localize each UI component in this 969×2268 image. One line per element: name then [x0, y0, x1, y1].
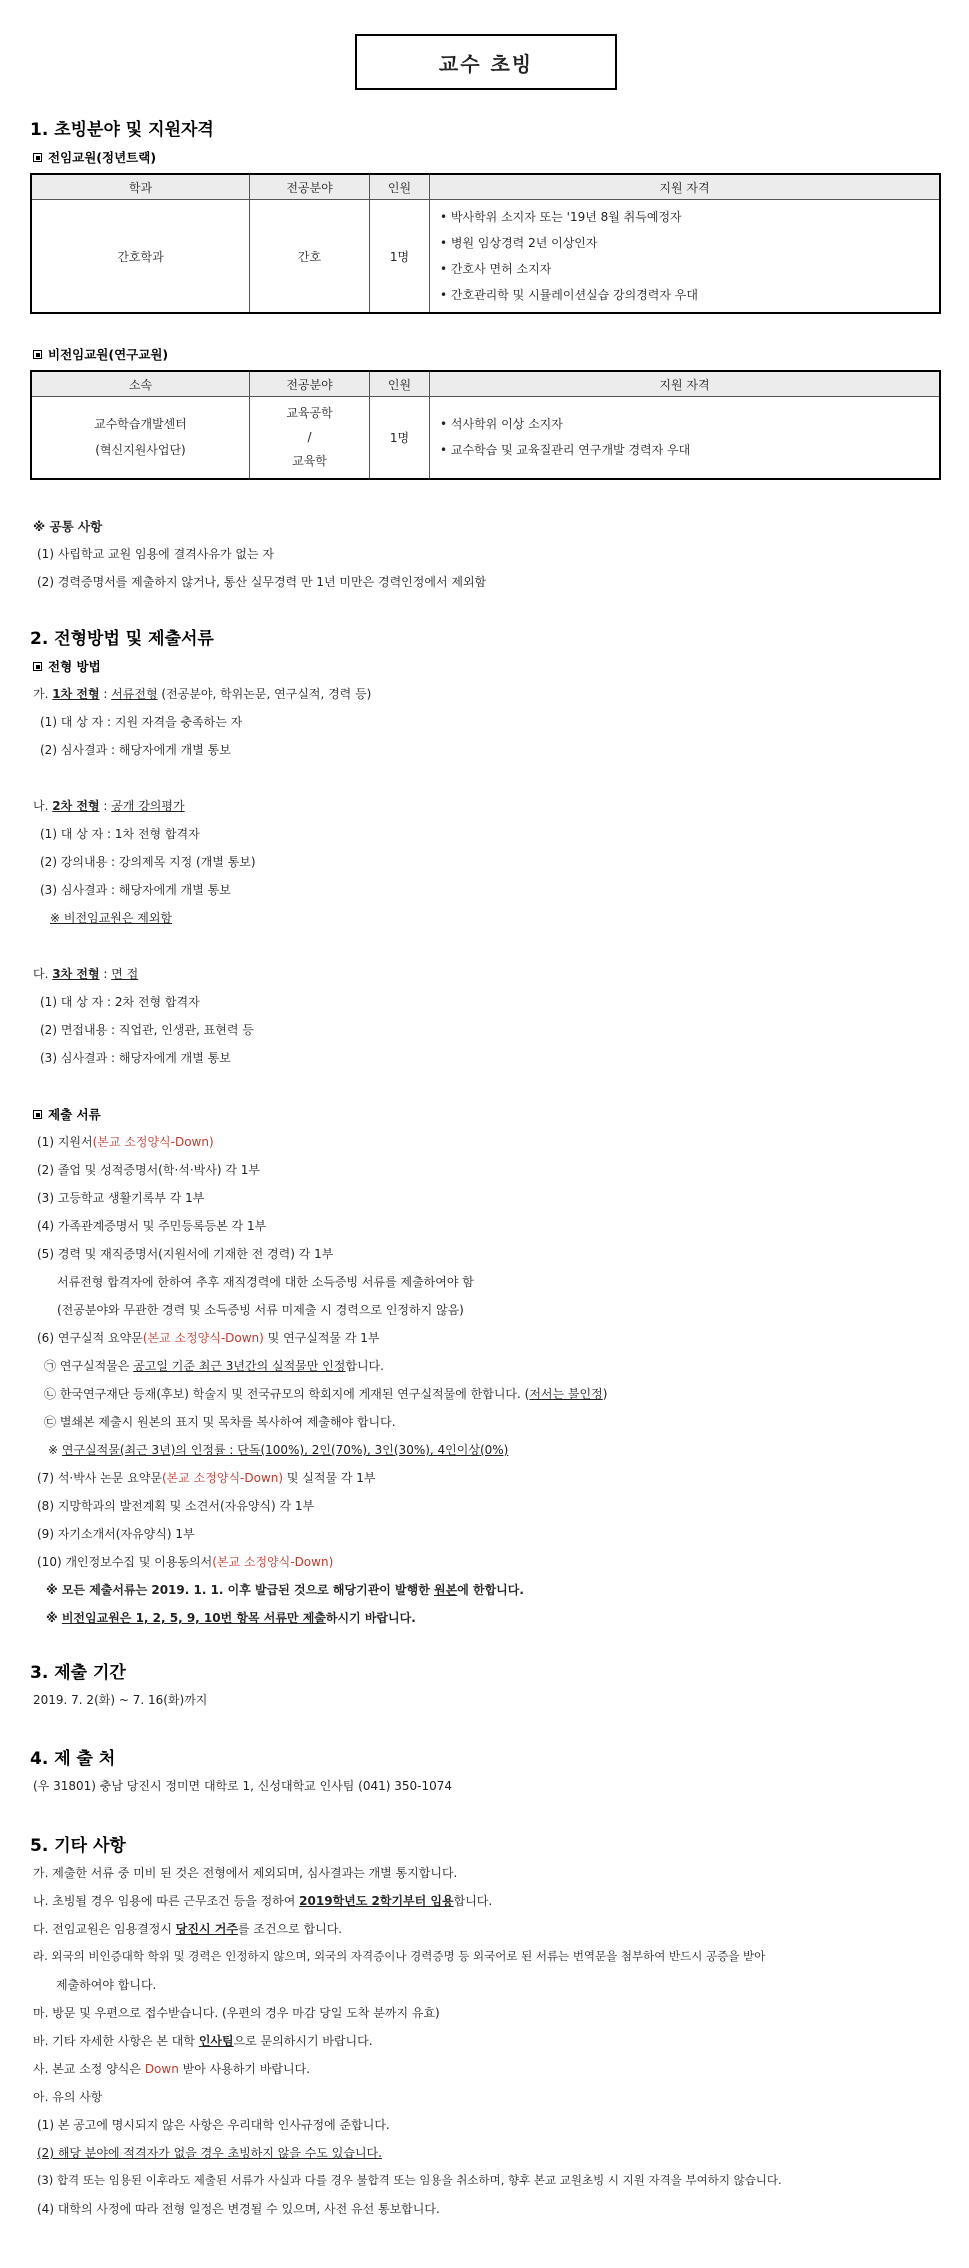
doc-item-6-note — [44, 1357, 384, 1374]
common-item: (1) 사립학교 교원 임용에 결격사유가 없는 자 — [37, 547, 274, 561]
stage-item: (1) 대 상 자 : 2차 전형 합격자 — [40, 995, 200, 1009]
doc-text: (6) 연구실적 요약문 — [37, 1331, 143, 1345]
stage-item: (2) 심사결과 : 해당자에게 개별 통보 — [40, 743, 231, 757]
method-label — [33, 657, 101, 675]
qualification-item: • 박사학위 소지자 또는 '19년 8월 취득예정자 — [440, 210, 682, 224]
field-line: 교육공학 — [286, 406, 333, 421]
doc-text: 바. 기타 자세한 사항은 본 대학 — [33, 2034, 199, 2048]
full-time-label — [33, 148, 156, 166]
section-1-heading: 1. 초빙분야 및 지원자격 — [30, 120, 214, 140]
doc-text: 를 조건으로 합니다. — [237, 1922, 343, 1936]
docs-label-text: 제출 서류 — [48, 1107, 101, 1122]
full-time-table — [30, 173, 941, 314]
doc-text: 으로 문의하시기 바랍니다. — [233, 2034, 373, 2048]
non-full-time-label-text: 비전임교원(연구교원) — [48, 347, 169, 362]
stage-item: (1) 대 상 자 : 1차 전형 합격자 — [40, 827, 200, 841]
qualification-item: • 간호관리학 및 시뮬레이션실습 강의경력자 우대 — [440, 288, 698, 302]
section-2-heading: 2. 전형방법 및 제출서류 — [30, 629, 214, 649]
doc-item-4: (4) 가족관계증명서 및 주민등록등본 각 1부 — [37, 1219, 267, 1233]
non-full-time-table — [30, 370, 941, 480]
stage-item: (2) 면접내용 : 직업관, 인생관, 표현력 등 — [40, 1023, 254, 1037]
non-full-time-label — [33, 345, 168, 363]
doc-text: 합니다. — [345, 1359, 384, 1373]
stage-colon: : — [99, 799, 112, 813]
doc-item-8: (8) 지망학과의 발전계획 및 소견서(자유양식) 각 1부 — [37, 1499, 315, 1513]
field-cell: 간호 — [250, 200, 370, 314]
stage-type: 서류전형 — [111, 687, 158, 701]
doc-text: 사. 본교 소정 양식은 — [33, 2062, 145, 2076]
count-cell: 1명 — [370, 397, 430, 479]
other-item — [33, 1920, 342, 1937]
doc-text: 합니다. — [453, 1894, 493, 1908]
square-bullet-icon — [33, 662, 42, 671]
doc-text: ※ — [48, 1443, 62, 1457]
stage-colon: : — [99, 967, 112, 981]
doc-text: ※ 모든 제출서류는 2019. 1. 1. 이후 발급된 것으로 해당기관이 발행한 — [46, 1583, 435, 1597]
stage-name: 2차 전형 — [52, 799, 100, 813]
dept-cell: 간호학과 — [31, 200, 250, 314]
qualifications-cell — [430, 200, 941, 314]
table-header: 인원 — [370, 174, 430, 200]
download-link[interactable]: (본교 소정양식-Down) — [162, 1471, 284, 1485]
doc-text: 하시기 바랍니다. — [325, 1611, 416, 1625]
doc-emphasis: 비전임교원은 1, 2, 5, 9, 10번 항목 서류만 제출 — [61, 1611, 326, 1625]
doc-item-6-note — [48, 1441, 508, 1458]
doc-text: 나. 초빙될 경우 임용에 따른 근무조건 등을 정하여 — [33, 1894, 300, 1908]
download-link[interactable]: (본교 소정양식-Down) — [92, 1135, 214, 1149]
qualification-item: • 석사학위 이상 소지자 — [440, 417, 563, 432]
field-line: / — [307, 430, 312, 445]
doc-item-6 — [37, 1329, 379, 1346]
page-title: 교수 초빙 — [355, 34, 617, 90]
stage-prefix: 나. — [33, 799, 53, 813]
stage-3-line — [33, 965, 138, 982]
download-link[interactable]: (본교 소정양식-Down) — [212, 1555, 334, 1569]
doc-item-5-note: (전공분야와 무관한 경력 및 소득증빙 서류 미제출 시 경력으로 인정하지 않음) — [57, 1303, 464, 1317]
doc-text: 다. 전임교원은 임용결정시 — [33, 1922, 176, 1936]
stage-colon: : — [99, 687, 112, 701]
section-3-heading: 3. 제출 기간 — [30, 1663, 126, 1683]
doc-text: ) — [602, 1387, 608, 1401]
square-bullet-icon — [33, 350, 42, 359]
docs-note — [46, 1609, 416, 1626]
stage-item: (3) 심사결과 : 해당자에게 개별 통보 — [40, 883, 231, 897]
doc-text: (1) 지원서 — [37, 1135, 93, 1149]
stage-detail: (전공분야, 학위논문, 연구실적, 경력 등) — [157, 687, 372, 701]
table-header: 지원 자격 — [430, 174, 941, 200]
table-header: 전공분야 — [250, 371, 370, 397]
stage-prefix: 가. — [33, 687, 53, 701]
docs-note — [46, 1581, 524, 1598]
doc-item-9: (9) 자기소개서(자유양식) 1부 — [37, 1527, 195, 1541]
doc-text: 에 한합니다. — [457, 1583, 524, 1597]
doc-item-5-note: 서류전형 합격자에 한하여 추후 재직경력에 대한 소득증빙 서류를 제출하여야 함 — [57, 1275, 474, 1289]
section-4-heading: 4. 제 출 처 — [30, 1749, 116, 1769]
download-link[interactable]: Down — [144, 2062, 179, 2076]
table-header: 지원 자격 — [430, 371, 941, 397]
table-header: 전공분야 — [250, 174, 370, 200]
table-header: 인원 — [370, 371, 430, 397]
note-item: (3) 합격 또는 임용된 이후라도 제출된 서류가 사실과 다를 경우 불합격 또는 임용을 취소하며, 향후 본교 교원초빙 시 지원 자격을 부여하지 않습니다. — [37, 2173, 782, 2187]
note-item: (1) 본 공고에 명시되지 않은 사항은 우리대학 인사규정에 준합니다. — [37, 2118, 390, 2132]
doc-text: ※ — [46, 1611, 62, 1625]
doc-emphasis: 연구실적물(최근 3년)의 인정률 : 단독(100%), 2인(70%), 3인(30%), 4인이상(0%) — [61, 1443, 509, 1457]
stage-item: (3) 심사결과 : 해당자에게 개별 통보 — [40, 1051, 231, 1065]
doc-item-3: (3) 고등학교 생활기록부 각 1부 — [37, 1191, 205, 1205]
stage-name: 3차 전형 — [52, 967, 100, 981]
dept-line: 교수학습개발센터 — [94, 417, 187, 432]
doc-emphasis: 당진시 거주 — [175, 1922, 238, 1936]
note-item: (2) 해당 분야에 적격자가 없을 경우 초빙하지 않을 수도 있습니다. — [37, 2146, 382, 2160]
other-item — [33, 2060, 310, 2077]
stage-2-note: ※ 비전임교원은 제외함 — [50, 911, 173, 925]
doc-text: 받아 사용하기 바랍니다. — [178, 2062, 311, 2076]
doc-item-6-note: ㉢ 별쇄본 제출시 원본의 표지 및 목차를 복사하여 제출해야 합니다. — [44, 1415, 396, 1429]
stage-type: 공개 강의평가 — [111, 799, 185, 813]
doc-text: (7) 석·박사 논문 요약문 — [37, 1471, 162, 1485]
qualifications-cell — [430, 397, 941, 479]
stage-name: 1차 전형 — [52, 687, 100, 701]
qualification-item: • 병원 임상경력 2년 이상인자 — [440, 236, 598, 250]
download-link[interactable]: (본교 소정양식-Down) — [142, 1331, 264, 1345]
note-item: (4) 대학의 사정에 따라 전형 일정은 변경될 수 있으며, 사전 유선 통보합니다. — [37, 2202, 440, 2216]
docs-label — [33, 1105, 101, 1123]
square-bullet-icon — [33, 153, 42, 162]
other-item: 마. 방문 및 우편으로 접수받습니다. (우편의 경우 마감 당일 도착 분까지 유효) — [33, 2006, 440, 2020]
submission-period: 2019. 7. 2(화) ~ 7. 16(화)까지 — [33, 1693, 208, 1707]
count-cell: 1명 — [370, 200, 430, 314]
submission-address: (우 31801) 충남 당진시 정미면 대학로 1, 신성대학교 인사팀 (041) 350-1074 — [33, 1779, 453, 1793]
doc-text: (10) 개인정보수집 및 이용동의서 — [37, 1555, 213, 1569]
other-item — [33, 1892, 492, 1909]
doc-text: ㉡ 한국연구재단 등재(후보) 학술지 및 전국규모의 학회지에 게재된 연구실적물에 한합니다. ( — [44, 1387, 530, 1401]
full-time-label-text: 전임교원(정년트랙) — [48, 150, 157, 165]
dept-line: (혁신지원사업단) — [95, 443, 186, 458]
doc-item-5: (5) 경력 및 재직증명서(지원서에 기재한 전 경력) 각 1부 — [37, 1247, 334, 1261]
doc-emphasis: 2019학년도 2학기부터 임용 — [299, 1894, 454, 1908]
doc-text: ㉠ 연구실적물은 — [44, 1359, 134, 1373]
square-bullet-icon — [33, 1110, 42, 1119]
field-cell — [250, 397, 370, 479]
stage-item: (1) 대 상 자 : 지원 자격을 충족하는 자 — [40, 715, 243, 729]
doc-text: 및 실적물 각 1부 — [283, 1471, 376, 1485]
common-label: ※ 공통 사항 — [33, 519, 103, 534]
notes-label: 아. 유의 사항 — [33, 2090, 103, 2104]
field-line: 교육학 — [292, 454, 327, 469]
stage-item: (2) 강의내용 : 강의제목 지정 (개별 통보) — [40, 855, 256, 869]
doc-item-7 — [37, 1469, 376, 1486]
doc-emphasis: 원본 — [434, 1583, 458, 1597]
doc-text: 및 연구실적물 각 1부 — [263, 1331, 380, 1345]
doc-item-10 — [37, 1553, 333, 1570]
doc-item-6-note — [44, 1385, 607, 1402]
stage-prefix: 다. — [33, 967, 53, 981]
dept-cell — [31, 397, 250, 479]
section-5-heading: 5. 기타 사항 — [30, 1836, 126, 1856]
doc-item-2: (2) 졸업 및 성적증명서(학·석·박사) 각 1부 — [37, 1163, 260, 1177]
other-item: 가. 제출한 서류 중 미비 된 것은 전형에서 제외되며, 심사결과는 개별 통지합니다. — [33, 1866, 458, 1880]
doc-emphasis: 공고일 기준 최근 3년간의 실적물만 인정 — [133, 1359, 346, 1373]
stage-type: 면 접 — [111, 967, 139, 981]
table-header: 학과 — [31, 174, 250, 200]
table-header: 소속 — [31, 371, 250, 397]
stage-1-line — [33, 685, 371, 702]
other-item-continued: 제출하여야 합니다. — [56, 1978, 157, 1992]
other-item — [33, 2032, 373, 2049]
doc-item-1 — [37, 1133, 214, 1150]
doc-emphasis: 저서는 불인정 — [529, 1387, 603, 1401]
stage-2-line — [33, 797, 185, 814]
method-label-text: 전형 방법 — [48, 659, 101, 674]
doc-emphasis: 인사팀 — [198, 2034, 234, 2048]
other-item: 라. 외국의 비인증대학 학위 및 경력은 인정하지 않으며, 외국의 자격증이나 경력증명 등 외국어로 된 서류는 번역문을 첨부하여 반드시 공증을 받아 — [33, 1949, 766, 1963]
qualification-item: • 교수학습 및 교육질관리 연구개발 경력자 우대 — [440, 443, 691, 458]
common-item: (2) 경력증명서를 제출하지 않거나, 통산 실무경력 만 1년 미만은 경력인정에서 제외함 — [37, 575, 487, 589]
qualification-item: • 간호사 면허 소지자 — [440, 262, 552, 276]
